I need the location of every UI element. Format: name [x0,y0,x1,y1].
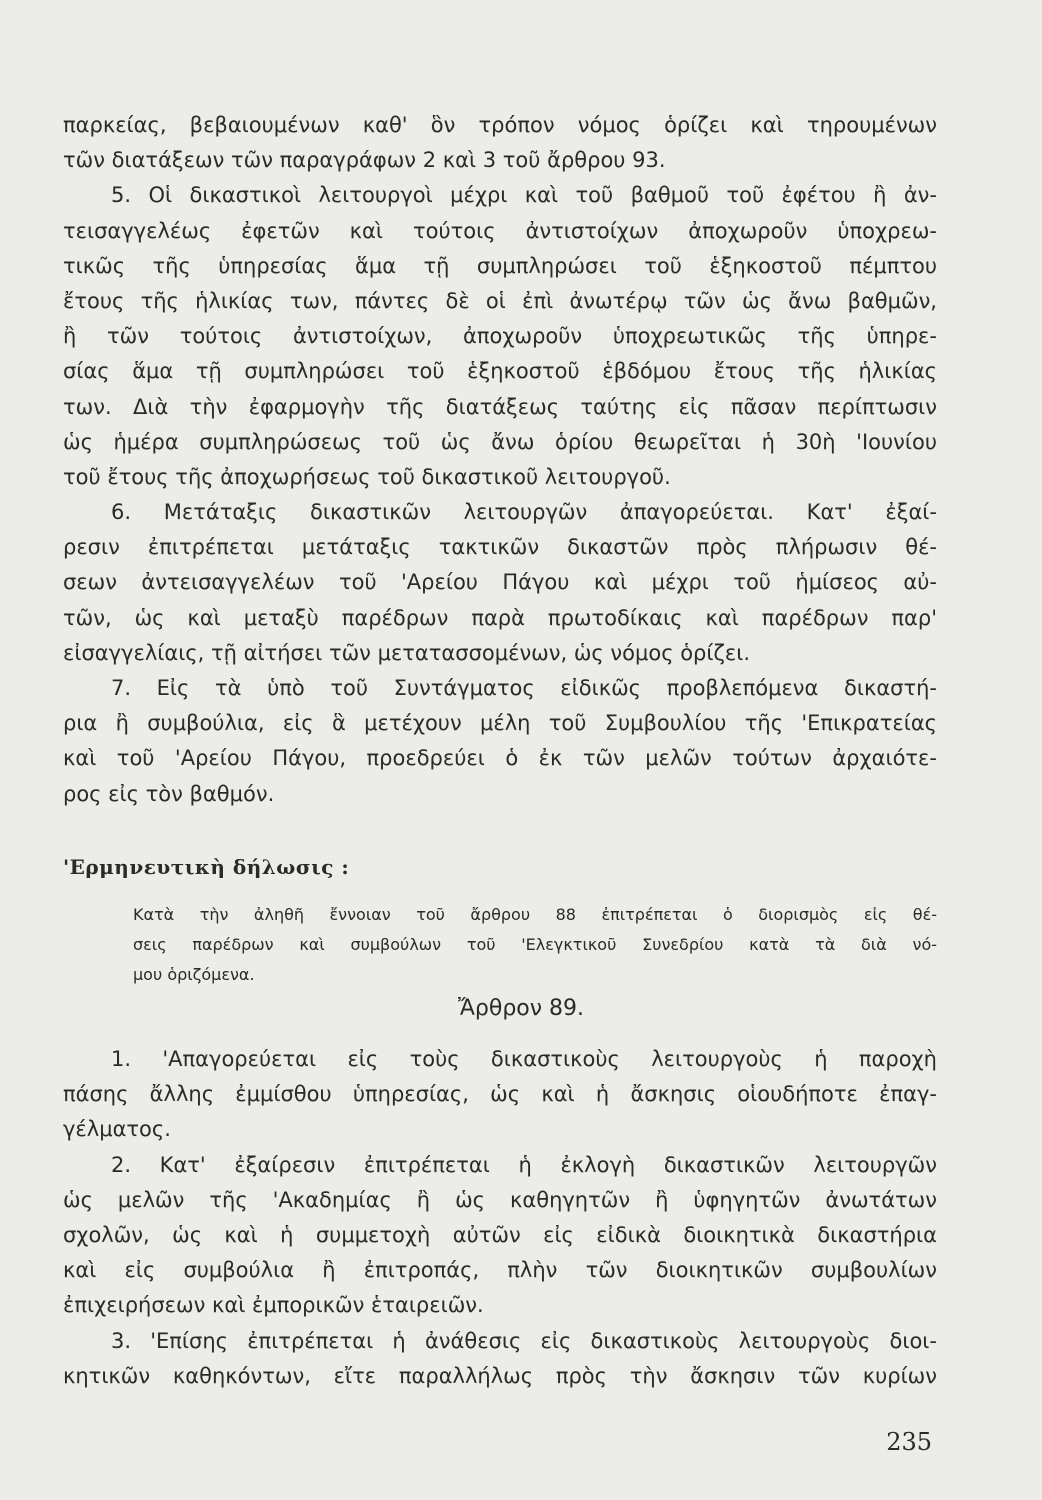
text-line: καὶ εἰς συμβούλια ἢ ἐπιτροπάς, πλὴν τῶν διοικητικῶν συμβουλίων [63,1258,937,1283]
text-line: 3. 'Επίσης ἐπιτρέπεται ἡ ἀνάθεσις εἰς δικαστικοὺς λειτουργοὺς διοι- [111,1328,937,1353]
article-title: Ἄρθρον 89. [457,996,585,1021]
text-line: ὡς μελῶν τῆς 'Ακαδημίας ἢ ὡς καθηγητῶν ἢ ὑφηγητῶν ἀνωτάτων [63,1187,937,1212]
text-line: 1. 'Απαγορεύεται εἰς τοὺς δικαστικοὺς λειτουργοὺς ἡ παροχὴ [111,1047,937,1071]
text-line: τεισαγγελέως ἐφετῶν καὶ τούτοις ἀντιστοίχων ἀποχωροῦν ὑποχρεω- [63,218,937,243]
text-line: πάσης ἄλλης ἐμμίσθου ὑπηρεσίας, ὡς καὶ ἡ ἄσκησις οἱουδήποτε ἐπαγ- [63,1082,937,1107]
note-line: σεις παρέδρων καὶ συμβούλων τοῦ 'Ελεγκτικοῦ Συνεδρίου κατὰ τὰ διὰ νό- [133,935,937,954]
text-line: ρεσιν ἐπιτρέπεται μετάταξις τακτικῶν δικαστῶν πρὸς πλήρωσιν θέ- [63,535,937,560]
text-line: 7. Εἰς τὰ ὑπὸ τοῦ Συντάγματος εἰδικῶς προβλεπόμενα δικαστή- [111,676,937,700]
page-number: 235 [886,1428,932,1456]
text-line: καὶ τοῦ 'Αρείου Πάγου, προεδρεύει ὁ ἐκ τῶν μελῶν τούτων ἀρχαιότε- [63,746,937,771]
text-line: τῶν διατάξεων τῶν παραγράφων 2 καὶ 3 τοῦ ἄρθρου 93. [63,148,666,173]
text-line: τοῦ ἔτους τῆς ἀποχωρήσεως τοῦ δικαστικοῦ λειτουργοῦ. [63,464,671,489]
text-line: ἢ τῶν τούτοις ἀντιστοίχων, ἀποχωροῦν ὑποχρεωτικῶς τῆς ὑπηρε- [63,324,937,349]
text-line: τῶν, ὡς καὶ μεταξὺ παρέδρων παρὰ πρωτοδίκαις καὶ παρέδρων παρ' [63,605,937,630]
text-line: ὡς ἡμέρα συμπληρώσεως τοῦ ὡς ἄνω ὁρίου θεωρεῖται ἡ 30ὴ 'Ιουνίου [63,429,937,454]
body-text-bottom [63,1042,937,1394]
text-line: γέλματος. [63,1117,171,1142]
interpretive-statement-heading: 'Ερμηνευτικὴ δήλωσις : [63,855,350,879]
text-line: 6. Μετάταξις δικαστικῶν λειτουργῶν ἀπαγορεύεται. Κατ' ἐξαί- [111,500,937,525]
text-line: τικῶς τῆς ὑπηρεσίας ἅμα τῇ συμπληρώσει τοῦ ἑξηκοστοῦ πέμπτου [63,253,937,278]
text-line: ἔτους τῆς ἡλικίας των, πάντες δὲ οἱ ἐπὶ ἀνωτέρῳ τῶν ὡς ἄνω βαθμῶν, [63,288,937,313]
text-line: σχολῶν, ὡς καὶ ἡ συμμετοχὴ αὐτῶν εἰς εἰδικὰ διοικητικὰ δικαστήρια [63,1222,937,1247]
note-line: Κατὰ τὴν ἀληθῆ ἔννοιαν τοῦ ἄρθρου 88 ἐπιτρέπεται ὁ διορισμὸς εἰς θέ- [133,905,937,924]
text-line: εἰσαγγελίαις, τῇ αἰτήσει τῶν μετατασσομένων, ὡς νόμος ὁρίζει. [63,640,751,665]
text-line: των. Διὰ τὴν ἐφαρμογὴν τῆς διατάξεως ταύτης εἰς πᾶσαν περίπτωσιν [63,394,937,419]
text-line: ρος εἰς τὸν βαθμόν. [63,781,275,806]
interpretive-note [133,900,937,990]
text-line: σίας ἅμα τῇ συμπληρώσει τοῦ ἑξηκοστοῦ ἑβδόμου ἔτους τῆς ἡλικίας [63,359,937,384]
text-line: ρια ἢ συμβούλια, εἰς ἃ μετέχουν μέλη τοῦ Συμβουλίου τῆς 'Επικρατείας [63,711,937,736]
text-line: 5. Οἱ δικαστικοὶ λειτουργοὶ μέχρι καὶ τοῦ βαθμοῦ τοῦ ἐφέτου ἢ ἀν- [111,183,937,208]
body-text-top [63,108,937,812]
note-line: μου ὁριζόμενα. [133,965,255,984]
text-line: παρκείας, βεβαιουμένων καθ' ὃν τρόπον νόμος ὁρίζει καὶ τηρουμένων [63,113,937,137]
text-line: 2. Κατ' ἐξαίρεσιν ἐπιτρέπεται ἡ ἐκλογὴ δικαστικῶν λειτουργῶν [111,1152,937,1177]
text-line: ἐπιχειρήσεων καὶ ἐμπορικῶν ἑταιρειῶν. [63,1293,484,1318]
text-line: κητικῶν καθηκόντων, εἴτε παραλλήλως πρὸς τὴν ἄσκησιν τῶν κυρίων [63,1363,937,1388]
text-line: σεων ἀντεισαγγελέων τοῦ 'Αρείου Πάγου καὶ μέχρι τοῦ ἡμίσεος αὐ- [63,570,937,595]
